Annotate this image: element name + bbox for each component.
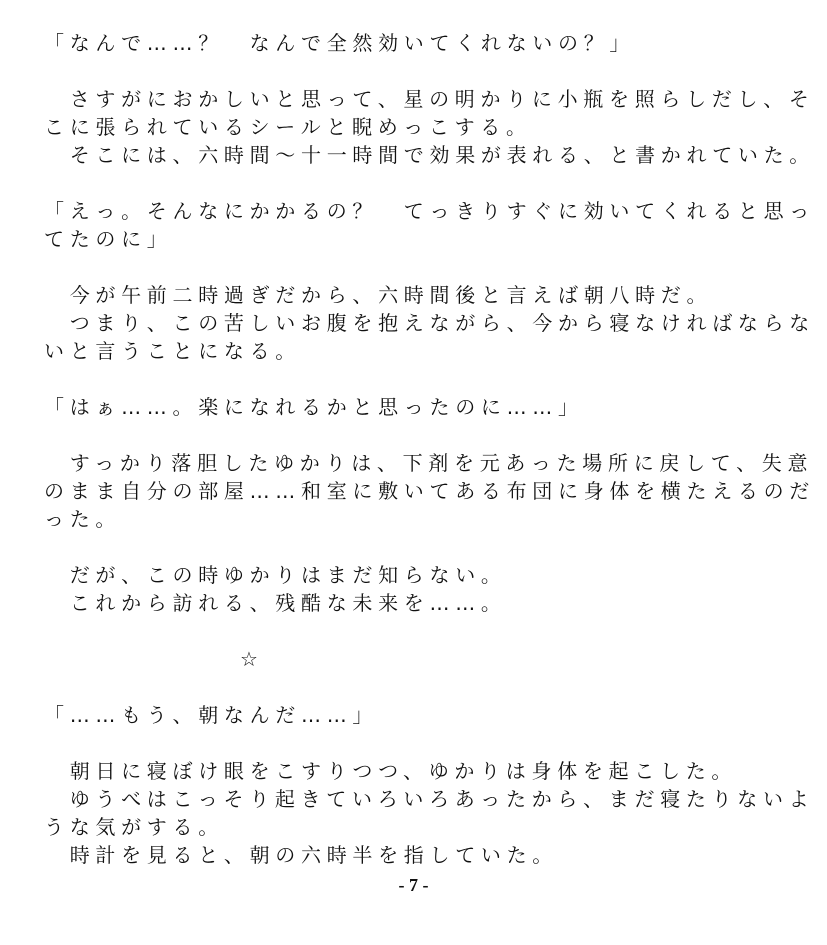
text-line: これから訪れる、残酷な未来を……。 bbox=[44, 591, 507, 615]
blank-line bbox=[44, 673, 814, 701]
text-line: うな気がする。 bbox=[44, 815, 224, 839]
text-line: 時計を見ると、朝の六時半を指していた。 bbox=[44, 843, 558, 867]
text-line: 朝日に寝ぼけ眼をこすりつつ、ゆかりは身体を起こした。 bbox=[44, 759, 738, 783]
text-line: ゆうべはこっそり起きていろいろあったから、まだ寝たりないよ bbox=[44, 787, 815, 811]
text-line: った。 bbox=[44, 507, 122, 531]
blank-line bbox=[44, 169, 814, 197]
blank-line bbox=[44, 421, 814, 449]
blank-line bbox=[44, 533, 814, 561]
blank-line bbox=[44, 57, 814, 85]
text-line: つまり、この苦しいお腹を抱えながら、今から寝なければならな bbox=[44, 311, 815, 335]
text-line: 「なんで……？ なんで全然効いてくれないの？」 bbox=[44, 31, 636, 55]
text-line: だが、この時ゆかりはまだ知らない。 bbox=[44, 563, 507, 587]
blank-line bbox=[44, 617, 814, 645]
text-line: そこには、六時間～十一時間で効果が表れる、と書かれていた。 bbox=[44, 143, 815, 167]
blank-line bbox=[44, 365, 814, 393]
text-line: いと言うことになる。 bbox=[44, 339, 301, 363]
scene-break-star: ☆ bbox=[240, 647, 258, 671]
text-line: すっかり落胆したゆかりは、下剤を元あった場所に戻して、失意 bbox=[44, 451, 814, 475]
document-body bbox=[44, 29, 814, 869]
text-line: 「えっ。そんなにかかるの？ てっきりすぐに効いてくれると思っ bbox=[44, 199, 815, 223]
text-line: さすがにおかしいと思って、星の明かりに小瓶を照らしだし、そ bbox=[44, 87, 815, 111]
blank-line bbox=[44, 729, 814, 757]
page-number: - 7 - bbox=[398, 875, 429, 895]
text-line: 「……もう、朝なんだ……」 bbox=[44, 703, 379, 727]
text-line: 「はぁ……。楽になれるかと思ったのに……」 bbox=[44, 395, 584, 419]
text-line: のまま自分の部屋……和室に敷いてある布団に身体を横たえるのだ bbox=[44, 479, 815, 503]
blank-line bbox=[44, 253, 814, 281]
text-line: こに張られているシールと睨めっこする。 bbox=[44, 115, 532, 139]
text-line: 今が午前二時過ぎだから、六時間後と言えば朝八時だ。 bbox=[44, 283, 713, 307]
text-line: てたのに」 bbox=[44, 227, 173, 251]
